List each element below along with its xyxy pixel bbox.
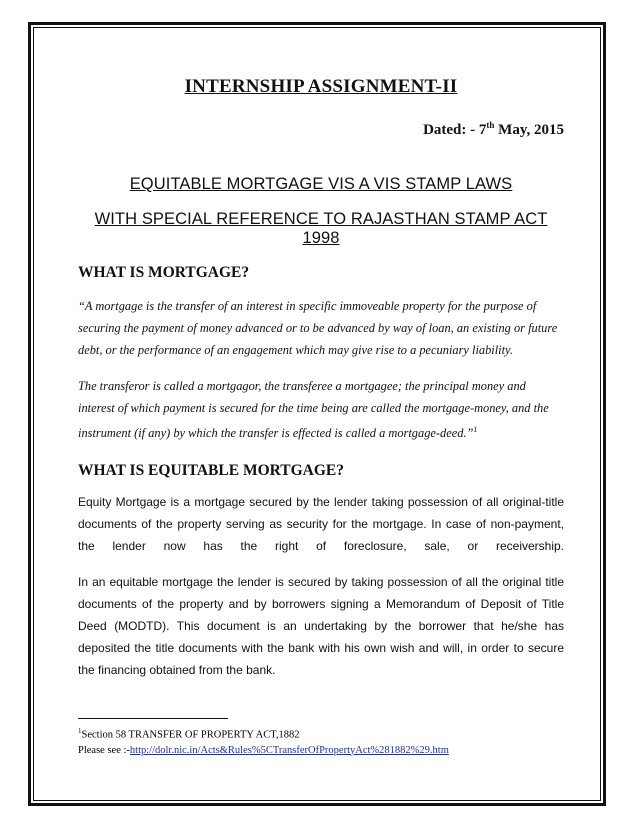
quote-paragraph-2 — [78, 375, 564, 444]
date-sup: th — [486, 120, 495, 130]
footnote-see-prefix: Please see :- — [78, 744, 130, 756]
footnote-number: 1 — [78, 727, 82, 735]
footnote-link[interactable]: http://dolr.nic.in/Acts&Rules%5CTransferOfPropertyAct%281882%29.htm — [129, 744, 449, 756]
date-suffix: May, 2015 — [494, 122, 564, 138]
footnote-separator — [78, 718, 228, 719]
footnote-marker[interactable]: 1 — [473, 425, 478, 434]
body-paragraph-1: Equity Mortgage is a mortgage secured by the lender taking possession of all original-title documents of the property serving as security for the mortgage. In case of non-payment, the lender now has the right of foreclosure, sale, or receivership. — [78, 495, 564, 554]
footnote-see — [78, 743, 578, 758]
footnote-text: Section 58 TRANSFER OF PROPERTY ACT,1882 — [81, 729, 300, 741]
subtitle-line-1: EQUITABLE MORTGAGE VIS A VIS STAMP LAWS — [129, 175, 513, 193]
document-date — [78, 120, 564, 139]
date-prefix: Dated: - 7 — [423, 122, 487, 138]
footnote — [78, 724, 578, 758]
quote-paragraph-2-text: The transferor is called a mortgagor, the transferee a mortgagee; the principal money and interest of which payment is secured for the time being are called the mortgage-money, and the instrument (if any) by which the transfer is effected is called a mortgage-deed.” — [78, 379, 549, 441]
document-title: INTERNSHIP ASSIGNMENT-II — [184, 76, 458, 97]
heading-what-is-equitable-mortgage: WHAT IS EQUITABLE MORTGAGE? — [78, 462, 345, 480]
footnote-source — [78, 724, 578, 743]
document-page — [78, 70, 564, 681]
subtitle-line-2: WITH SPECIAL REFERENCE TO RAJASTHAN STAMP ACT 1998 — [94, 210, 548, 247]
heading-what-is-mortgage: WHAT IS MORTGAGE? — [78, 264, 250, 281]
quote-paragraph-1: “A mortgage is the transfer of an interest in specific immoveable property for the purpose of securing the payment of money advanced or to be advanced by way of loan, an existing or future debt, or the performance of an engagement which may give rise to a pecuniary liability. — [78, 299, 558, 357]
body-paragraph-2: In an equitable mortgage the lender is secured by taking possession of all the original title documents of the property and by borrowers signing a Memorandum of Deposit of Title Deed (MODTD). This document is an undertaking by the borrower that he/she has deposited the title documents with the bank with his own wish and will, in order to secure the financing obtained from the bank. — [78, 575, 564, 678]
